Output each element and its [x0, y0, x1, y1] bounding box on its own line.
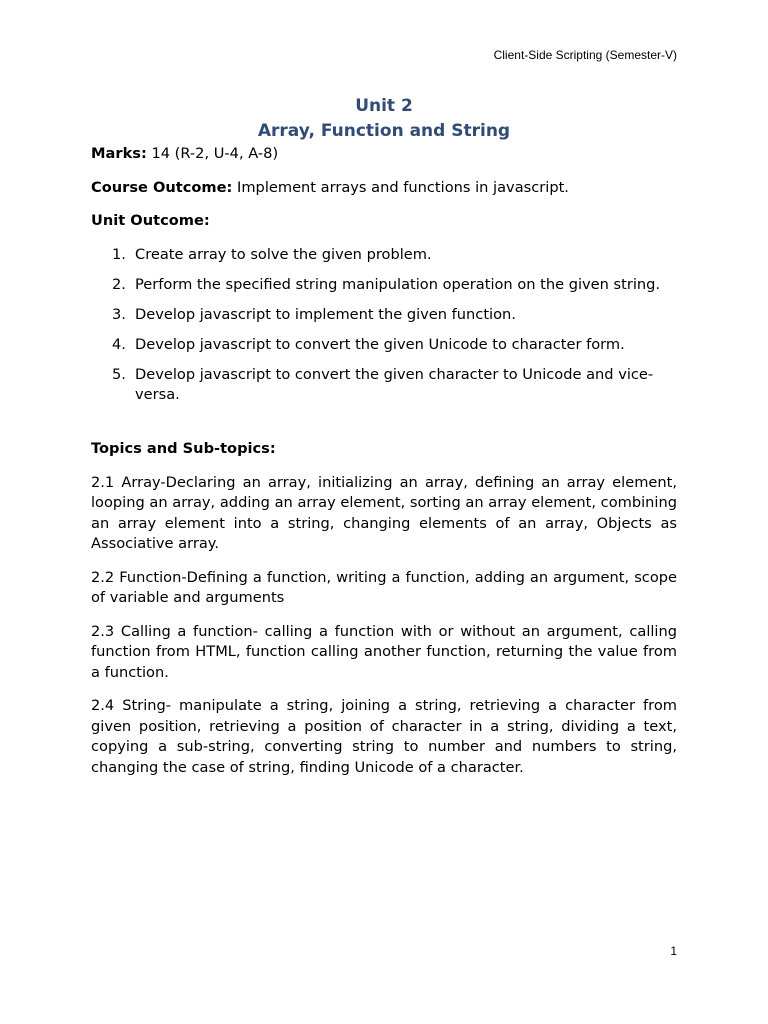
course-outcome-label: Course Outcome:: [91, 178, 233, 196]
topics-heading: Topics and Sub-topics:: [91, 440, 276, 457]
topic-paragraph: 2.1 Array-Declaring an array, initializing an array, defining an array element, looping an array, adding an array element, sorting an array element, combining an array element into a string, changing elements of an array, Objects as Associative array.: [91, 473, 677, 552]
page-number: 1: [670, 944, 677, 958]
page-content: [91, 94, 677, 791]
course-outcome-line: [91, 178, 677, 199]
list-item: [91, 305, 677, 326]
topic-paragraph: 2.3 Calling a function- calling a function with or without an argument, calling function from HTML, function calling another function, returning the value from a function.: [91, 622, 677, 681]
list-item-number: 1.: [112, 245, 126, 263]
list-item-text: Develop javascript to implement the given function.: [135, 305, 516, 323]
list-item: [91, 275, 677, 296]
topic-paragraph: 2.4 String- manipulate a string, joining a string, retrieving a character from given position, retrieving a position of character in a string, dividing a text, copying a sub-string, converting string to number and numbers to string, changing the case of string, finding Unicode of a character.: [91, 697, 677, 776]
unit-number: Unit 2: [355, 96, 413, 116]
list-item-number: 5.: [112, 365, 126, 383]
section-spacer: [91, 415, 677, 439]
topic-paragraph: 2.2 Function-Defining a function, writing a function, adding an argument, scope of variable and arguments: [91, 568, 677, 606]
list-item-text: Create array to solve the given problem.: [135, 245, 432, 263]
marks-value: 14 (R-2, U-4, A-8): [151, 145, 279, 162]
list-item-number: 2.: [112, 275, 126, 293]
list-item-text: Develop javascript to convert the given Unicode to character form.: [135, 335, 625, 353]
list-item: [91, 245, 677, 266]
list-item: [91, 365, 677, 406]
list-item-number: 3.: [112, 305, 126, 323]
marks-label: Marks:: [91, 145, 147, 162]
list-item-number: 4.: [112, 335, 126, 353]
unit-outcome-heading: Unit Outcome:: [91, 212, 210, 229]
list-item-text: Develop javascript to convert the given character to Unicode and vice-versa.: [135, 365, 654, 403]
running-header: Client-Side Scripting (Semester-V): [493, 48, 677, 62]
unit-title: Array, Function and String: [257, 121, 511, 141]
course-outcome-value: Implement arrays and functions in javascript.: [237, 178, 569, 196]
unit-outcome-list: [91, 245, 677, 406]
list-item: [91, 335, 677, 356]
list-item-text: Perform the specified string manipulation operation on the given string.: [135, 275, 661, 293]
marks-line: [91, 144, 677, 165]
